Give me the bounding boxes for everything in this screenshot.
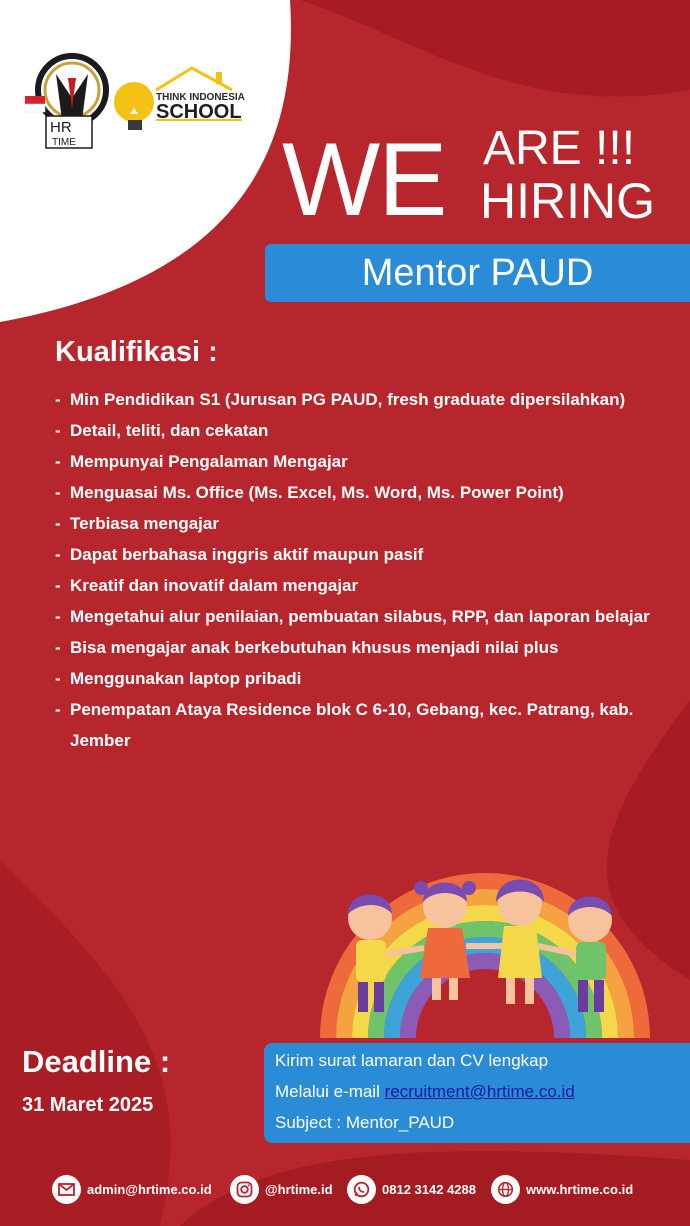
- qualification-item: - Dapat berbahasa inggris aktif maupun pasif: [55, 539, 675, 570]
- qualification-item: - Mengetahui alur penilaian, pembuatan silabus, RPP, dan laporan belajar: [55, 601, 675, 632]
- contact-email[interactable]: [52, 1174, 212, 1204]
- hr-logo-text: HR: [50, 119, 72, 136]
- globe-icon: [491, 1175, 520, 1204]
- apply-info-box: [264, 1043, 690, 1143]
- position-title: Mentor PAUD: [361, 252, 594, 294]
- apply-instruction: Kirim surat lamaran dan CV lengkap: [275, 1051, 549, 1070]
- qualification-item: - Min Pendidikan S1 (Jurusan PG PAUD, fresh graduate dipersilahkan): [55, 384, 675, 415]
- qualification-item: - Kreatif dan inovatif dalam mengajar: [55, 570, 675, 601]
- qualification-item: - Menggunakan laptop pribadi: [55, 663, 675, 694]
- qualifications-list: [55, 384, 675, 756]
- school-logo-small-text: THINK INDONESIA: [156, 92, 245, 103]
- apply-email-line: [275, 1082, 575, 1102]
- deadline-title: Deadline :: [22, 1044, 171, 1079]
- contact-website-text: www.hrtime.co.id: [526, 1181, 634, 1197]
- qualifications-title: Kualifikasi :: [55, 336, 218, 368]
- contact-website[interactable]: [491, 1174, 633, 1204]
- contact-instagram[interactable]: [230, 1174, 333, 1204]
- qualification-item: - Menguasai Ms. Office (Ms. Excel, Ms. Word, Ms. Power Point): [55, 477, 675, 508]
- mail-icon: [52, 1175, 81, 1204]
- qualification-item: - Bisa mengajar anak berkebutuhan khusus menjadi nilai plus: [55, 632, 675, 663]
- qualification-item: - Mempunyai Pengalaman Mengajar: [55, 446, 675, 477]
- kids-rainbow-illustration: [320, 858, 650, 1038]
- headline-we: WE: [282, 122, 446, 238]
- headline-are: ARE !!!: [483, 122, 636, 175]
- deadline-date: 31 Maret 2025: [22, 1094, 154, 1116]
- think-indonesia-school-logo: [112, 64, 252, 136]
- instagram-icon: [230, 1175, 259, 1204]
- time-logo-text: TIME: [52, 137, 76, 148]
- qualification-item: - Terbiasa mengajar: [55, 508, 675, 539]
- hr-time-logo: [22, 50, 112, 155]
- apply-email-prefix: Melalui e-mail: [275, 1082, 385, 1101]
- contact-email-text: admin@hrtime.co.id: [87, 1181, 212, 1197]
- contact-whatsapp-text: 0812 3142 4288: [382, 1181, 476, 1197]
- position-banner: [265, 244, 690, 302]
- school-logo-big-text: SCHOOL: [156, 101, 242, 123]
- whatsapp-icon: [347, 1175, 376, 1204]
- headline-hiring: HIRING: [480, 173, 655, 229]
- contact-whatsapp[interactable]: [347, 1174, 476, 1204]
- recruitment-email-link[interactable]: recruitment@hrtime.co.id: [384, 1082, 575, 1101]
- qualification-item: - Detail, teliti, dan cekatan: [55, 415, 675, 446]
- apply-subject: Subject : Mentor_PAUD: [275, 1113, 455, 1132]
- qualification-item: - Penempatan Ataya Residence blok C 6-10, Gebang, kec. Patrang, kab. Jember: [55, 694, 675, 756]
- contact-instagram-text: @hrtime.id: [265, 1181, 333, 1197]
